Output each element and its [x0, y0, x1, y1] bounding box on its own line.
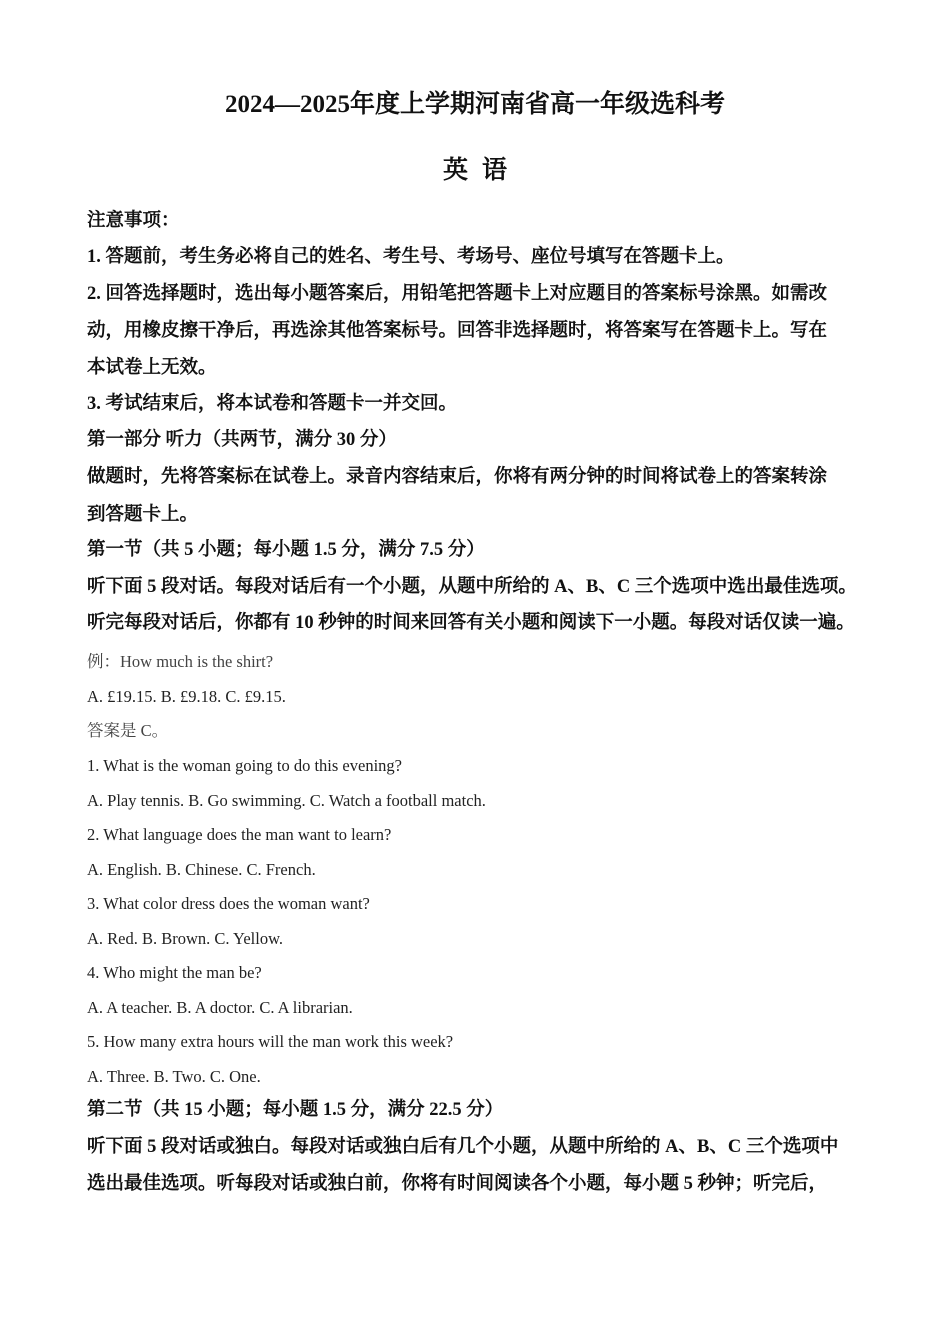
part1-instruction-line-1: 做题时，先将答案标在试卷上。录音内容结束后，你将有两分钟的时间将试卷上的答案转涂	[87, 467, 828, 487]
section2-instruction-line-2: 选出最佳选项。听每段对话或独白前，你将有时间阅读各个小题，每小题 5 秒钟；听完后，	[87, 1174, 828, 1194]
notice-heading: 注意事项：	[87, 211, 180, 231]
section1-heading: 第一节（共 5 小题；每小题 1.5 分，满分 7.5 分）	[87, 540, 485, 560]
notice-item-2-line-1: 2. 回答选择题时，选出每小题答案后，用铅笔把答题卡上对应题目的答案标号涂黑。如需改	[87, 284, 828, 304]
question-3: 3. What color dress does the woman want?	[87, 894, 370, 913]
question-2: 2. What language does the man want to learn?	[87, 825, 392, 844]
exam-title: 2024—2025年度上学期河南省高一年级选科考	[224, 91, 725, 118]
notice-item-1: 1. 答题前，考生务必将自己的姓名、考生号、考场号、座位号填写在答题卡上。	[87, 247, 735, 267]
example-options: A. £19.15. B. £9.18. C. £9.15.	[87, 687, 286, 706]
question-5: 5. How many extra hours will the man work this week?	[87, 1032, 454, 1051]
question-4-options: A. A teacher. B. A doctor. C. A librarian.	[87, 998, 353, 1017]
section1-instruction-line-1: 听下面 5 段对话。每段对话后有一个小题，从题中所给的 A、B、C 三个选项中选出最佳选项。	[87, 577, 857, 597]
question-1-options: A. Play tennis. B. Go swimming. C. Watch a football match.	[87, 791, 486, 810]
section2-heading: 第二节（共 15 小题；每小题 1.5 分，满分 22.5 分）	[87, 1100, 504, 1120]
part1-heading: 第一部分 听力（共两节，满分 30 分）	[87, 430, 397, 450]
section1-instruction-line-2: 听完每段对话后，你都有 10 秒钟的时间来回答有关小题和阅读下一小题。每段对话仅读一遍。	[87, 613, 855, 633]
example-answer: 答案是 C。	[87, 721, 169, 740]
part1-instruction-line-2: 到答题卡上。	[87, 505, 199, 525]
example-question: 例：How much is the shirt?	[87, 652, 274, 671]
question-5-options: A. Three. B. Two. C. One.	[87, 1067, 261, 1086]
subject-title: 英语	[442, 157, 521, 184]
notice-item-2-line-3: 本试卷上无效。	[87, 358, 217, 378]
notice-item-2-line-2: 动，用橡皮擦干净后，再选涂其他答案标号。回答非选择题时，将答案写在答题卡上。写在	[87, 321, 828, 341]
section2-instruction-line-1: 听下面 5 段对话或独白。每段对话或独白后有几个小题，从题中所给的 A、B、C 三个选项中	[87, 1137, 839, 1157]
question-2-options: A. English. B. Chinese. C. French.	[87, 860, 316, 879]
question-4: 4. Who might the man be?	[87, 963, 262, 982]
question-3-options: A. Red. B. Brown. C. Yellow.	[87, 929, 284, 948]
notice-item-3: 3. 考试结束后，将本试卷和答题卡一并交回。	[87, 394, 458, 414]
question-1: 1. What is the woman going to do this evening?	[87, 756, 402, 775]
